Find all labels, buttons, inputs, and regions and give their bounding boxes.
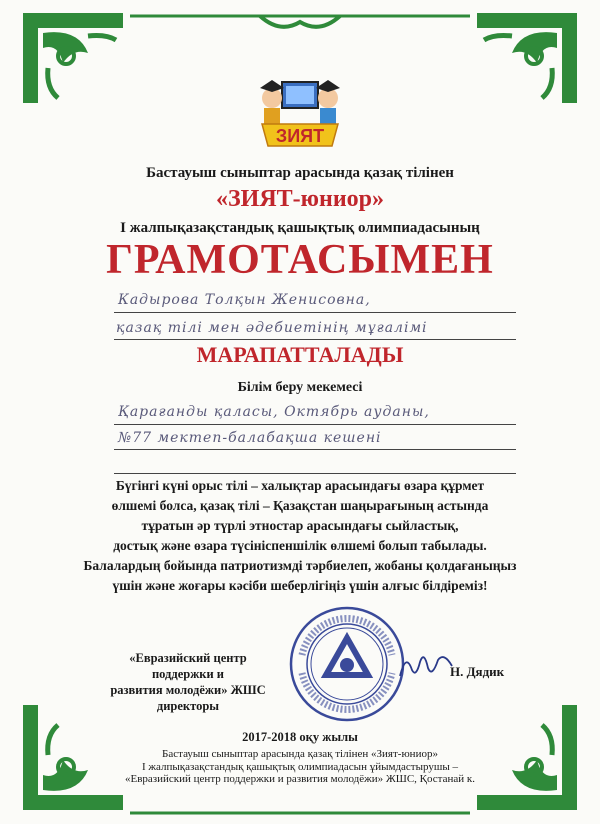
footer-text: [0, 748, 600, 786]
body-paragraph-1: [60, 476, 540, 556]
award-title: ГРАМОТАСЫМЕН: [106, 237, 494, 283]
recipient-name: Кадырова Толқын Женисовна,: [118, 292, 371, 308]
institution-line-2-rule: [114, 449, 516, 450]
official-seal: [288, 605, 406, 723]
body-line: тұратын әр түрлі этностар арасындағы сыйластық,: [141, 518, 459, 533]
ziyat-logo: [252, 64, 348, 154]
body-line: достық және өзара түсініспеншілік өлшемі болып табылады.: [113, 538, 487, 553]
footer-line: «Евразийский центр поддержки и развития молодёжи» ЖШС, Қостанай к.: [125, 773, 475, 785]
footer-line: Бастауыш сыныптар арасында қазақ тілінен «Зият-юниор»: [162, 748, 438, 760]
ornament-top-band: [130, 12, 470, 34]
recipient-name-line: [114, 312, 516, 313]
blank-rule: [114, 473, 516, 474]
director-name: Н. Дядик: [450, 664, 505, 679]
recipient-position: қазақ тілі мен әдебиетінің мұғалімі: [116, 320, 428, 336]
logo-text: ЗИЯТ: [275, 126, 325, 146]
awarded-heading: МАРАПАТТАЛАДЫ: [196, 342, 404, 367]
olympiad-subtitle: І жалпықазақстандық қашықтық олимпиадасының: [120, 220, 480, 236]
director-signature: [396, 648, 456, 684]
body-line: Балалардың бойында патриотизмді тәрбиелеп, жобаны қолдағаныңыз: [83, 558, 517, 573]
academic-year: 2017-2018 оқу жылы: [242, 730, 358, 744]
director-title: [98, 650, 278, 714]
recipient-position-line: [114, 339, 516, 340]
body-line: өлшемі болса, қазақ тілі – Қазақстан шаңырағының астында: [111, 498, 489, 513]
institution-line-2: №77 мектеп-балабақша кешені: [118, 430, 382, 446]
institution-line-1: Қарағанды қаласы, Октябрь ауданы,: [118, 404, 430, 420]
body-paragraph-2: [50, 556, 550, 596]
olympiad-name: «ЗИЯТ-юниор»: [215, 186, 384, 212]
director-org-line: развития молодёжи» ЖШС директоры: [110, 683, 266, 713]
intro-line: Бастауыш сыныптар арасында қазақ тілінен: [146, 165, 454, 181]
body-line: үшін және жоғары кәсіби шеберлігіңіз үшін алғыс білдіреміз!: [112, 578, 488, 593]
ornament-top-right: [472, 8, 582, 108]
institution-line-1-rule: [114, 424, 516, 425]
ornament-top-left: [18, 8, 128, 108]
institution-label: Білім беру мекемесі: [237, 380, 363, 395]
ornament-bottom-band: [130, 795, 470, 817]
body-line: Бүгінгі күні орыс тілі – халықтар арасындағы өзара құрмет: [115, 478, 485, 493]
director-org-line: «Евразийский центр поддержки и: [129, 651, 247, 681]
footer-line: І жалпықазақстандық қашықтық олимпиадасын ұйымдастырушы –: [142, 760, 458, 773]
